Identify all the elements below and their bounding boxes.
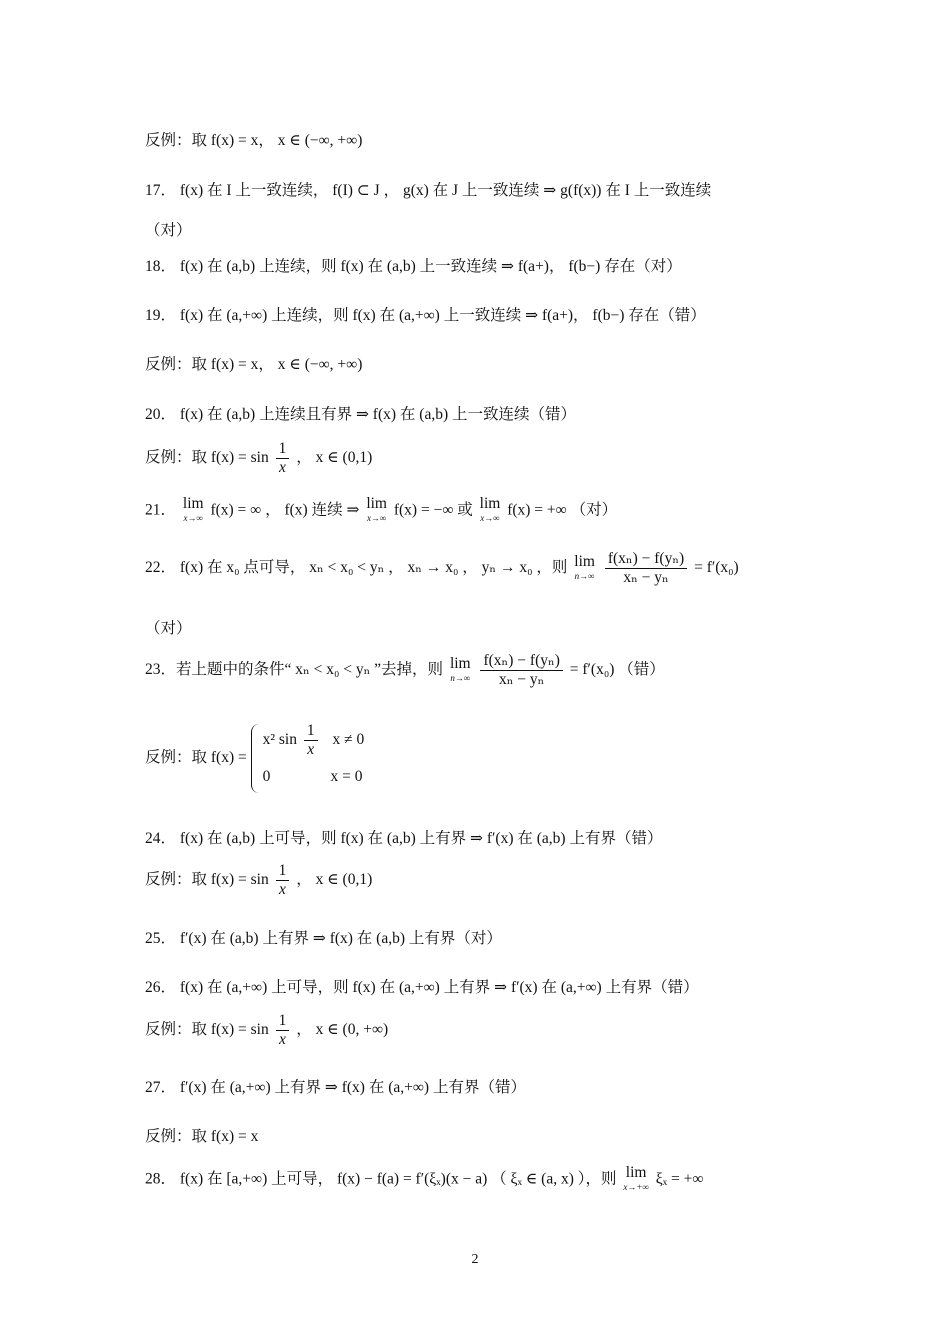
- item-21: [145, 497, 617, 525]
- limit: [574, 552, 595, 583]
- limit: [366, 497, 387, 525]
- page-number: 2: [471, 1252, 479, 1267]
- ex-prefix: 反例：取 f(x) =: [145, 749, 247, 767]
- fraction-numerator: 1: [304, 722, 318, 741]
- limit: [183, 497, 204, 525]
- fraction-denominator: x: [307, 741, 315, 758]
- fraction-numerator: 1: [276, 1012, 290, 1031]
- limit: [480, 497, 501, 525]
- case-condition: x ≠ 0: [332, 731, 365, 749]
- item-text: = f′(x₀) （错）: [569, 661, 665, 679]
- item-22: [145, 550, 739, 587]
- item-27: 27． f′(x) 在 (a,+∞) 上有界 ⇒ f(x) 在 (a,+∞) 上有界（错）: [145, 1079, 526, 1096]
- item-24: 24． f(x) 在 (a,b) 上可导，则 f(x) 在 (a,b) 上有界 ⇒ f′(x) 在 (a,b) 上有界（错）: [145, 830, 663, 847]
- lim-subscript: x→∞: [366, 513, 387, 523]
- ex-suffix: ， x ∈ (0,1): [296, 871, 373, 889]
- item-text: f(x) = +∞ （对）: [507, 501, 618, 519]
- item-text: f(x) = −∞ 或: [393, 501, 473, 519]
- lim-text: lim: [625, 1164, 647, 1181]
- fraction-numerator: 1: [276, 440, 290, 459]
- fraction: [276, 440, 290, 477]
- item-17-verdict: （对）: [145, 222, 192, 239]
- fraction-numerator: f(xₙ) − f(yₙ): [605, 550, 687, 569]
- piecewise-cases: [251, 722, 365, 795]
- case-expression: 0: [262, 768, 271, 785]
- lim-subscript: n→∞: [574, 570, 595, 581]
- item-20: 20． f(x) 在 (a,b) 上连续且有界 ⇒ f(x) 在 (a,b) 上一致连续（错）: [145, 406, 576, 423]
- ex-prefix: 反例：取 f(x) = sin: [145, 449, 269, 467]
- item-text: f(x) = ∞ ， f(x) 连续 ⇒: [210, 501, 360, 519]
- fraction: [480, 652, 562, 689]
- item-text: = f′(x₀): [694, 559, 739, 577]
- item-19: 19． f(x) 在 (a,+∞) 上连续，则 f(x) 在 (a,+∞) 上一致连续 ⇒ f(a+)， f(b−) 存在（错）: [145, 307, 706, 324]
- ex-prefix: 反例：取 f(x) = sin: [145, 871, 269, 889]
- case-1: [263, 722, 365, 759]
- lim-subscript: x→+∞: [623, 1182, 649, 1192]
- item-text: 28． f(x) 在 [a,+∞) 上可导， f(x) − f(a) = f′(ξₓ)(x − a) （ ξₓ ∈ (a, x) ），则: [145, 1170, 617, 1188]
- fraction: [276, 862, 290, 899]
- item-text: 23．若上题中的条件“ xₙ < x₀ < yₙ ”去掉，则: [145, 661, 444, 679]
- case-2: [263, 759, 365, 795]
- counterexample-20: [145, 440, 372, 477]
- fraction-denominator: xₙ − yₙ: [623, 569, 669, 586]
- lim-text: lim: [182, 495, 204, 512]
- fraction-denominator: x: [279, 459, 286, 476]
- counterexample-line: 反例：取 f(x) = x， x ∈ (−∞, +∞): [145, 132, 363, 149]
- fraction: [605, 550, 687, 587]
- limit: [623, 1166, 648, 1194]
- ex-prefix: 反例：取 f(x) = sin: [145, 1021, 269, 1039]
- item-26: 26． f(x) 在 (a,+∞) 上可导，则 f(x) 在 (a,+∞) 上有界 ⇒ f′(x) 在 (a,+∞) 上有界（错）: [145, 979, 699, 996]
- fraction-numerator: 1: [276, 862, 290, 881]
- lim-subscript: x→∞: [183, 513, 203, 523]
- lim-subscript: n→∞: [450, 672, 471, 683]
- case-condition: x = 0: [330, 768, 363, 785]
- item-text: ξₓ = +∞: [655, 1170, 704, 1188]
- counterexample-line: 反例：取 f(x) = x， x ∈ (−∞, +∞): [145, 356, 363, 373]
- fraction-denominator: xₙ − yₙ: [498, 671, 545, 688]
- lim-text: lim: [574, 552, 595, 570]
- lim-text: lim: [479, 495, 501, 512]
- lim-text: lim: [449, 654, 471, 672]
- fraction-denominator: x: [279, 1031, 286, 1048]
- item-22-verdict: （对）: [145, 620, 192, 637]
- item-text: 22． f(x) 在 x₀ 点可导， xₙ < x₀ < yₙ ， xₙ → x₀ ， yₙ → x₀ ，则: [145, 559, 568, 577]
- item-25: 25． f′(x) 在 (a,b) 上有界 ⇒ f(x) 在 (a,b) 上有界（对）: [145, 930, 502, 947]
- item-17: 17． f(x) 在 I 上一致连续， f(I) ⊂ J ， g(x) 在 J 上一致连续 ⇒ g(f(x)) 在 I 上一致连续: [145, 182, 712, 199]
- counterexample-24: [145, 862, 372, 899]
- item-23: [145, 652, 665, 689]
- limit: [449, 654, 471, 685]
- counterexample-23: [145, 722, 364, 795]
- ex-suffix: ， x ∈ (0, +∞): [296, 1021, 389, 1039]
- fraction-numerator: f(xₙ) − f(yₙ): [480, 652, 562, 671]
- fraction: [304, 722, 318, 759]
- lim-subscript: x→∞: [480, 513, 500, 523]
- counterexample-26: [145, 1012, 388, 1049]
- fraction-denominator: x: [279, 881, 286, 898]
- item-number: 21．: [145, 501, 177, 519]
- fraction: [276, 1012, 290, 1049]
- case-expression: x² sin: [262, 731, 297, 749]
- item-28: [145, 1166, 703, 1194]
- counterexample-27: 反例：取 f(x) = x: [145, 1128, 259, 1145]
- lim-text: lim: [366, 495, 387, 512]
- ex-suffix: ， x ∈ (0,1): [296, 449, 373, 467]
- item-18: 18． f(x) 在 (a,b) 上连续，则 f(x) 在 (a,b) 上一致连续 ⇒ f(a+)， f(b−) 存在（对）: [145, 258, 682, 275]
